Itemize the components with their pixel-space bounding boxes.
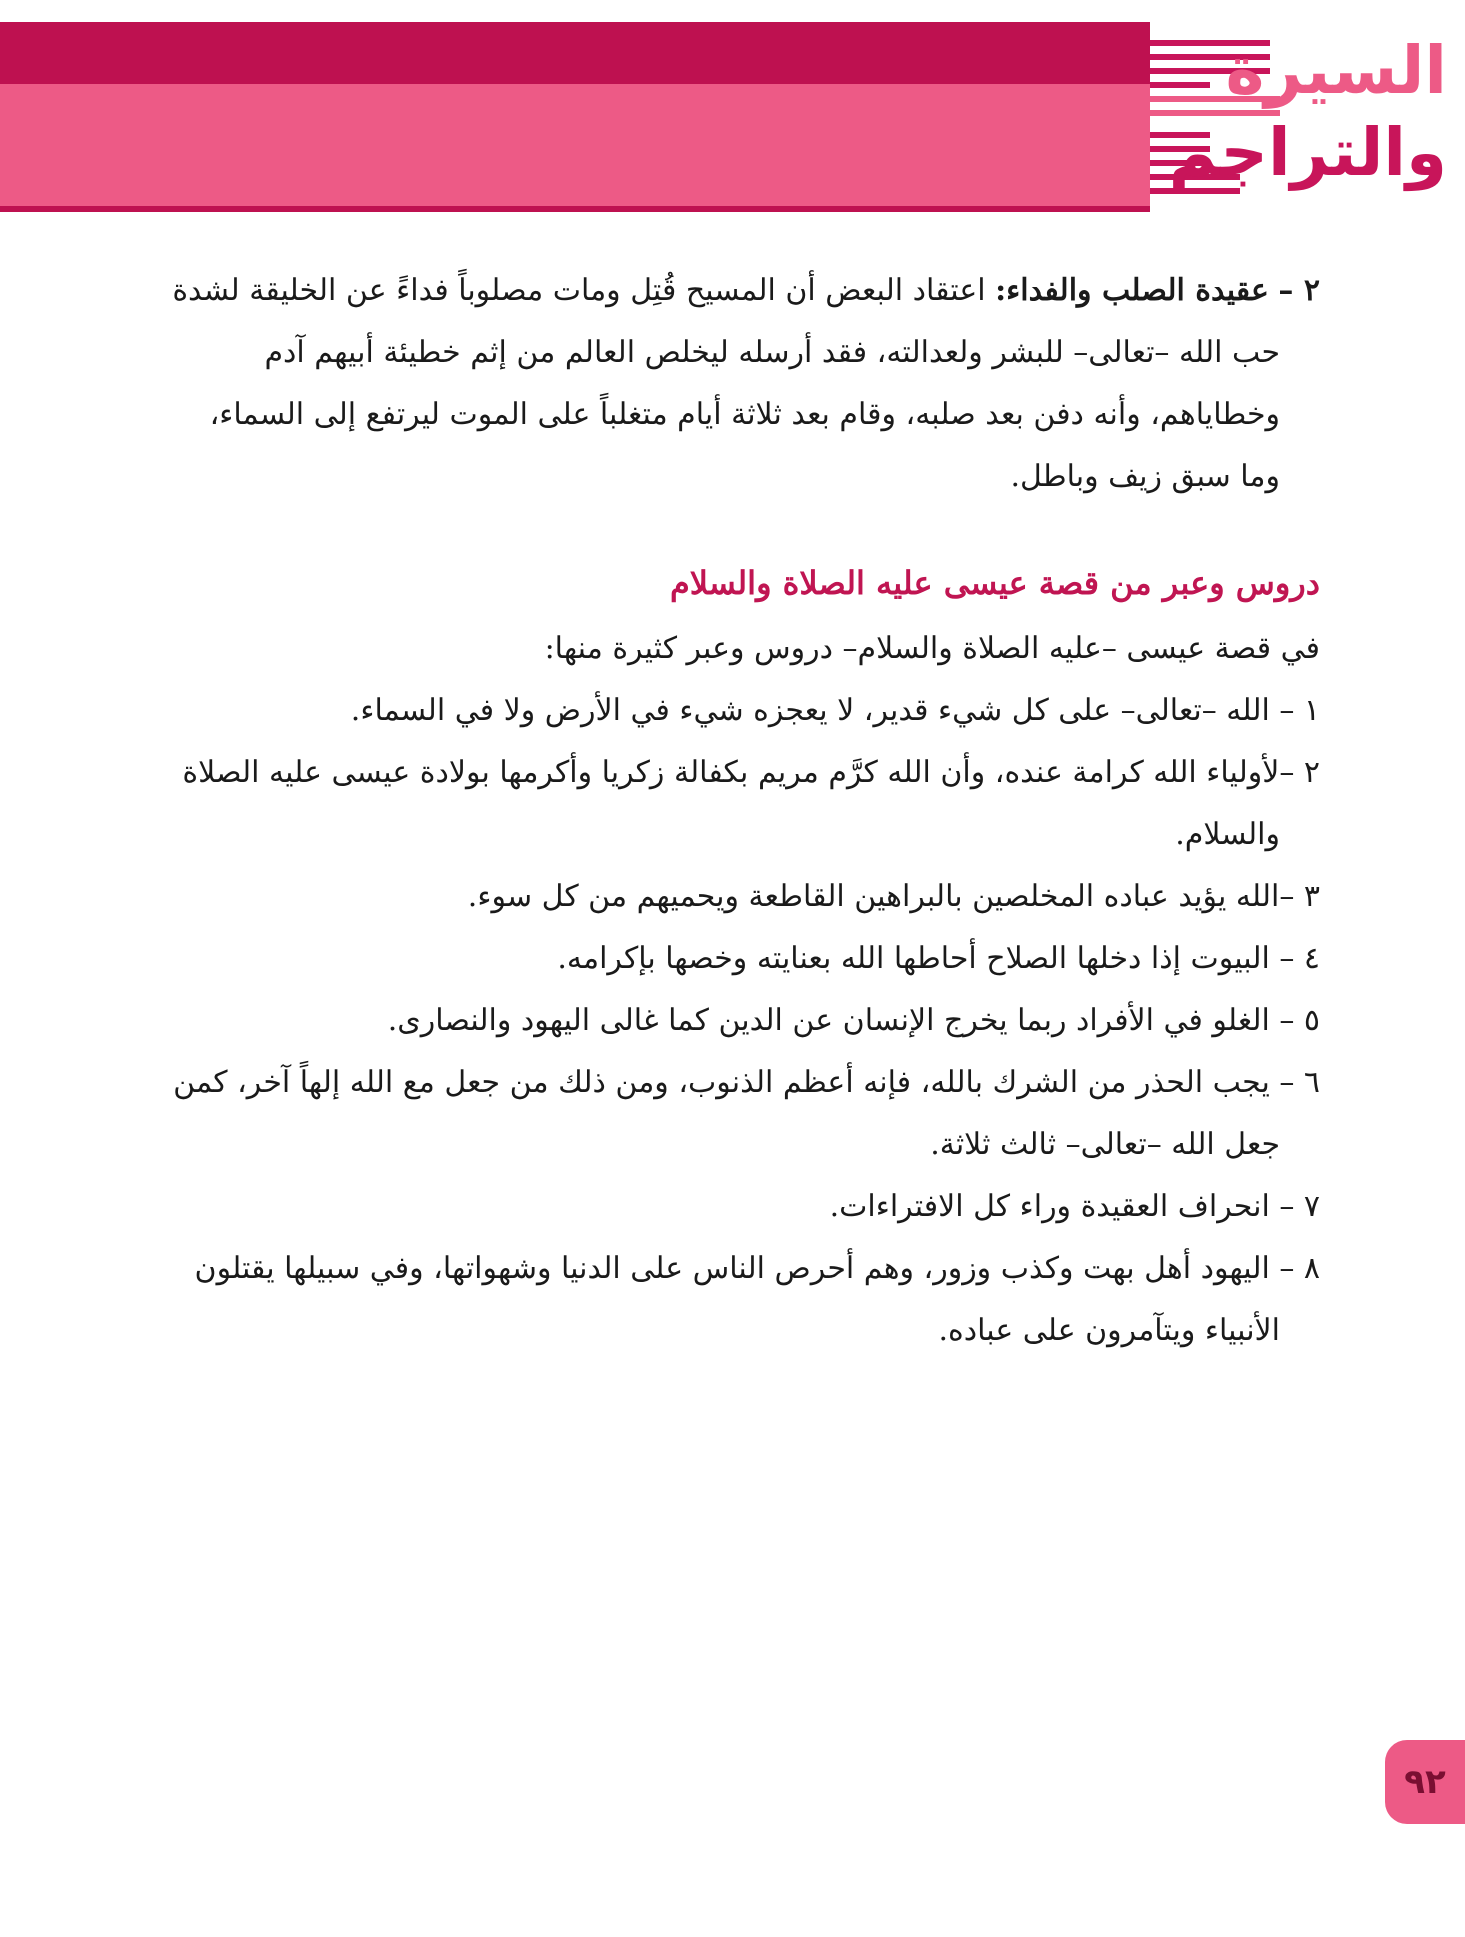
section-intro: في قصة عيسى –عليه الصلاة والسلام– دروس وعبر كثيرة منها: xyxy=(544,631,1320,666)
book-logo xyxy=(1150,22,1465,212)
header-band-light xyxy=(0,84,1160,206)
lesson-item: ١ – الله –تعالى– على كل شيء قدير، لا يعجزه شيء في الأرض ولا في السماء. xyxy=(350,693,1320,728)
lesson-item: ٣ –الله يؤيد عباده المخلصين بالبراهين القاطعة ويحميهم من كل سوء. xyxy=(467,879,1320,914)
lesson-item: ٢ –لأولياء الله كرامة عنده، وأن الله كرَّم مريم بكفالة زكريا وأكرمها بولادة عيسى عليه الصلاة والسلام. xyxy=(182,755,1320,852)
point-term: عقيدة الصلب والفداء: xyxy=(995,273,1269,308)
doctrine-point xyxy=(170,260,1320,508)
lesson-item: ٤ – البيوت إذا دخلها الصلاح أحاطها الله بعنايته وخصها بإكرامه. xyxy=(557,941,1320,976)
lesson-item: ٧ – انحراف العقيدة وراء كل الافتراءات. xyxy=(829,1189,1320,1224)
page-content xyxy=(170,260,1320,1362)
point-number: ٢ – xyxy=(1278,273,1320,308)
lesson-item: ٥ – الغلو في الأفراد ربما يخرج الإنسان عن الدين كما غالى اليهود والنصارى. xyxy=(387,1003,1320,1038)
lesson-item: ٨ – اليهود أهل بهت وكذب وزور، وهم أحرص الناس على الدنيا وشهواتها، وفي سبيلها يقتلون الأنبياء ويتآمرون على عباده. xyxy=(194,1251,1320,1348)
lesson-item: ٦ – يجب الحذر من الشرك بالله، فإنه أعظم الذنوب، ومن ذلك من جعل مع الله إلهاً آخر، كمن جعل الله –تعالى– ثالث ثلاثة. xyxy=(173,1065,1320,1162)
header-band-dark xyxy=(0,22,1160,84)
logo-title-line2: والتراجم xyxy=(1168,114,1447,191)
logo-title-line1: السيرة xyxy=(1225,32,1447,109)
section-title: دروس وعبر من قصة عيسى عليه الصلاة والسلام xyxy=(669,564,1320,602)
point-text: اعتقاد البعض أن المسيح قُتِل ومات مصلوباً فداءً عن الخليقة لشدة حب الله –تعالى– للبشر ولعدالته، فقد أرسله ليخلص العالم من إثم خطيئة أبيهم آدم وخطاياهم، وأنه دفن بعد صلبه، وقام بعد ثلاثة أيام متغلباً على الموت ليرتفع إلى السماء، وما سبق زيف وباطل. xyxy=(172,273,1280,494)
page-number: ٩٢ xyxy=(1385,1740,1465,1824)
